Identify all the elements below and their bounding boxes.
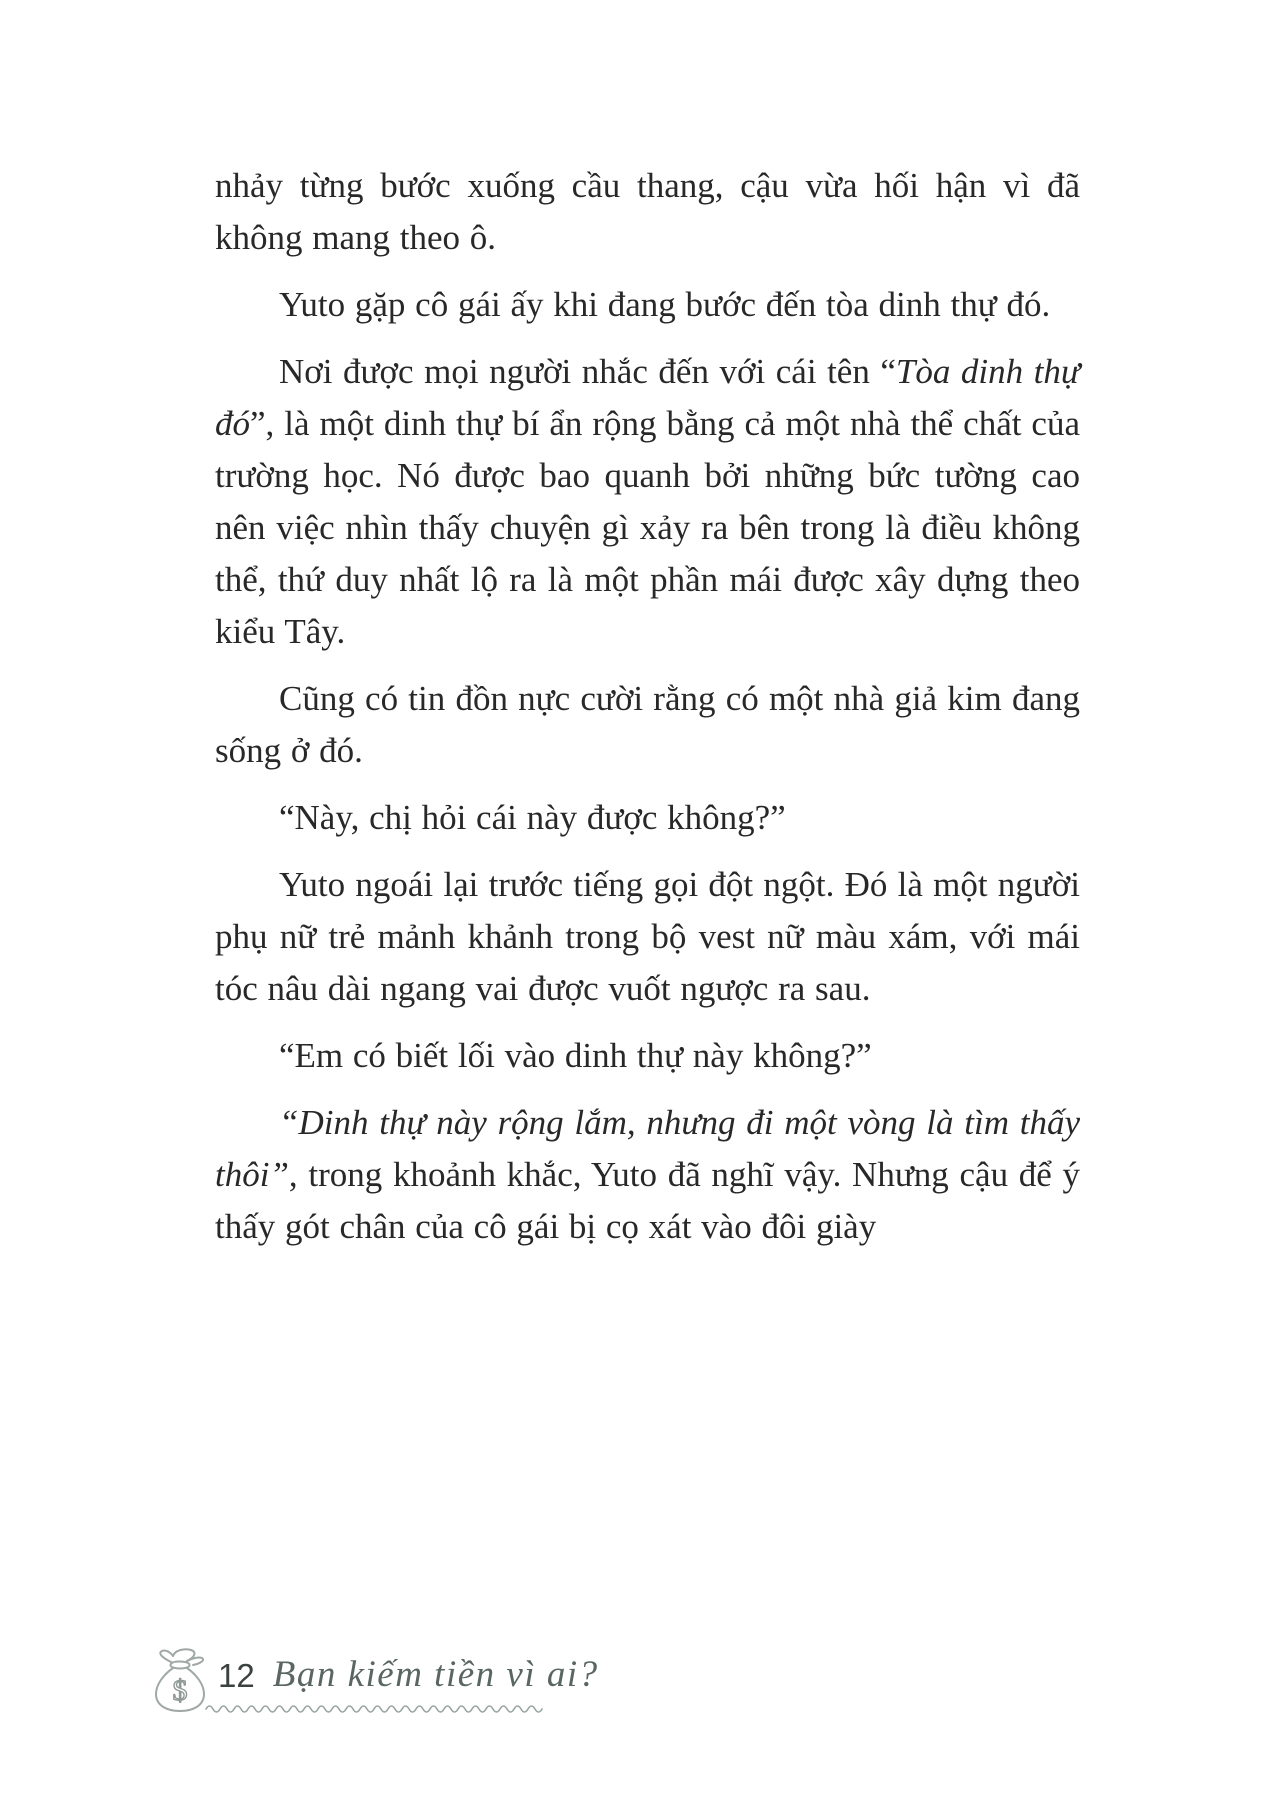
italic-text-segment: Tòa dinh thự đó (215, 352, 1080, 443)
dollar-sign: $ (172, 1674, 188, 1707)
italic-text-segment: “Dinh thự này rộng lắm, nhưng đi một vòng là tìm thấy thôi” (215, 1103, 1080, 1194)
text-block (215, 160, 1080, 1268)
paragraph (215, 160, 1080, 264)
text-segment: “Em có biết lối vào dinh thự này không?” (279, 1036, 872, 1075)
text-segment: Cũng có tin đồn nực cười rằng có một nhà giả kim đang sống ở đó. (215, 679, 1080, 770)
paragraph (215, 1030, 1080, 1082)
book-title: Bạn kiếm tiền vì ai? (272, 1653, 599, 1695)
page-number: 12 (218, 1657, 255, 1694)
paragraph (215, 346, 1080, 658)
text-segment: , trong khoảnh khắc, Yuto đã nghĩ vậy. Nhưng cậu để ý thấy gót chân của cô gái bị cọ xát vào đôi giày (215, 1155, 1080, 1246)
paragraph (215, 673, 1080, 777)
text-segment: Yuto gặp cô gái ấy khi đang bước đến tòa dinh thự đó. (279, 285, 1051, 324)
text-segment: “Này, chị hỏi cái này được không?” (279, 798, 786, 837)
paragraph (215, 279, 1080, 331)
money-bag-icon (150, 1647, 210, 1713)
text-segment: nhảy từng bước xuống cầu thang, cậu vừa hối hận vì đã không mang theo ô. (215, 166, 1080, 257)
wavy-underline (205, 1702, 545, 1714)
paragraph (215, 792, 1080, 844)
text-segment: ”, là một dinh thự bí ẩn rộng bằng cả một nhà thể chất của trường học. Nó được bao quanh bởi những bức tường cao nên việc nhìn thấy chuyện gì xảy ra bên trong là điều không thể, thứ duy nhất lộ ra là một phần mái được xây dựng theo kiểu Tây. (215, 404, 1080, 651)
paragraph (215, 859, 1080, 1015)
paragraph (215, 1097, 1080, 1253)
text-segment: Yuto ngoái lại trước tiếng gọi đột ngột. Đó là một người phụ nữ trẻ mảnh khảnh trong bộ vest nữ màu xám, với mái tóc nâu dài ngang vai được vuốt ngược ra sau. (215, 865, 1080, 1008)
text-segment: Nơi được mọi người nhắc đến với cái tên “ (279, 352, 896, 391)
